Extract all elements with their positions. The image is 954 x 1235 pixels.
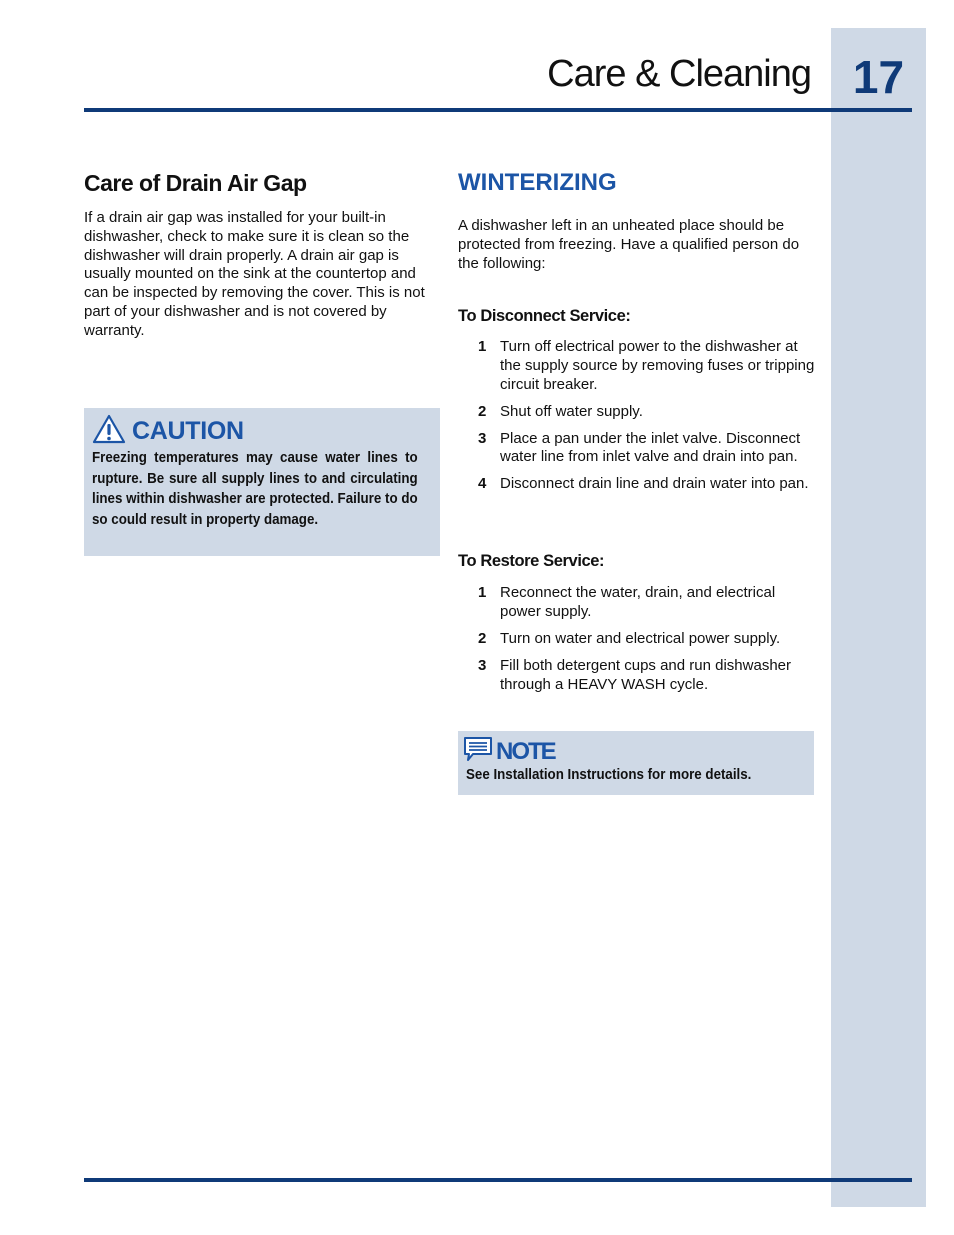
step-text: Turn on water and electrical power supply. (500, 629, 781, 647)
list-item (478, 430, 818, 468)
caution-header (92, 414, 244, 449)
step-number: 1 (478, 338, 487, 355)
step-number: 2 (478, 629, 487, 647)
page-number: 17 (852, 51, 905, 103)
air-gap-heading: Care of Drain Air Gap (84, 170, 307, 196)
caution-text: Freezing temperatures may cause water lines to rupture. Be sure all supply lines to and circulating lines within dishwasher are protected. Failure to do so could result in property damage. (92, 450, 418, 528)
side-band (831, 28, 926, 1207)
step-number: 1 (478, 584, 487, 601)
step-text: Reconnect the water, drain, and electrical power supply. (500, 584, 776, 620)
air-gap-body: If a drain air gap was installed for your built-in dishwasher, check to make sure it is clean so the dishwasher will drain properly. A drain air gap is usually mounted on the sink at the countertop and can be inspected by removing the cover. This is not part of your dishwasher and is not covered by warranty. (84, 209, 425, 339)
winterizing-intro: A dishwasher left in an unheated place should be protected from freezing. Have a qualified person do the following: (458, 217, 800, 272)
note-title: NOTE (496, 737, 555, 765)
restore-steps (478, 584, 818, 703)
list-item (478, 584, 818, 622)
step-text: Place a pan under the inlet valve. Disconnect water line from inlet valve and drain into pan. (500, 429, 801, 466)
step-text: Turn off electrical power to the dishwasher at the supply source by removing fuses or tripping circuit breaker. (500, 338, 815, 393)
step-text: Disconnect drain line and drain water into pan. (500, 475, 809, 493)
step-number: 2 (478, 402, 487, 420)
bottom-rule (84, 1178, 912, 1182)
list-item (478, 630, 818, 649)
top-rule (84, 108, 912, 112)
list-item (478, 657, 818, 695)
speech-bubble-icon (462, 735, 494, 768)
step-text: Fill both detergent cups and run dishwasher through a HEAVY WASH cycle. (500, 656, 792, 693)
step-number: 3 (478, 656, 487, 674)
disconnect-heading: To Disconnect Service: (458, 307, 631, 325)
note-text: See Installation Instructions for more details. (466, 767, 752, 783)
restore-heading: To Restore Service: (458, 552, 605, 570)
winterizing-heading: WINTERIZING (458, 169, 617, 196)
list-item (478, 475, 818, 494)
note-box (458, 731, 814, 795)
step-text: Shut off water supply. (500, 402, 643, 420)
step-number: 3 (478, 429, 487, 447)
note-header (462, 735, 555, 768)
caution-box (84, 408, 440, 556)
warning-triangle-icon (92, 414, 126, 449)
step-number: 4 (478, 475, 487, 493)
caution-title: CAUTION (132, 417, 244, 445)
disconnect-steps (478, 338, 818, 502)
list-item (478, 338, 818, 394)
page-title: Care & Cleaning (547, 53, 811, 95)
list-item (478, 403, 818, 422)
